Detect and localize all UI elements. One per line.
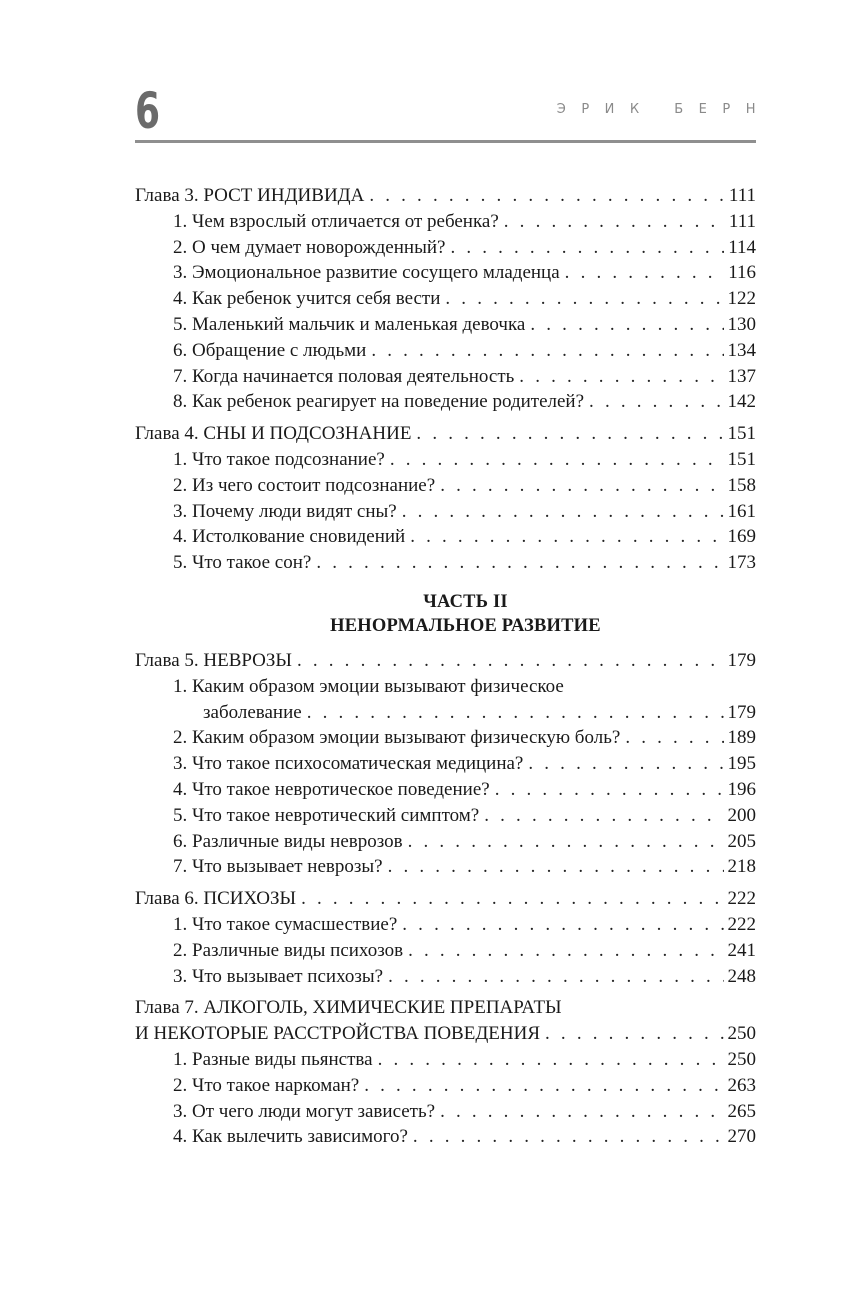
dot-leader — [388, 854, 724, 880]
dot-leader — [625, 725, 723, 751]
toc-section[interactable] — [135, 286, 756, 312]
section-title: 2. Каким образом эмоции вызывают физическую боль? — [173, 727, 621, 749]
page-ref: 218 — [727, 856, 756, 878]
page-ref: 179 — [727, 701, 756, 723]
page-ref: 111 — [728, 210, 756, 232]
page-ref: 130 — [727, 313, 756, 335]
toc-chapter-6[interactable] — [135, 886, 756, 912]
header-rule — [135, 140, 756, 143]
dot-leader — [364, 1073, 723, 1099]
page-ref: 179 — [727, 649, 756, 671]
page-ref: 195 — [727, 753, 756, 775]
toc-section[interactable] — [135, 777, 756, 803]
page-ref: 142 — [727, 391, 756, 413]
section-title: 6. Обращение с людьми — [173, 339, 367, 361]
page-ref: 134 — [727, 339, 756, 361]
section-title: 2. Различные виды психозов — [173, 939, 404, 961]
page-ref: 189 — [727, 727, 756, 749]
section-title: 1. Каким образом эмоции вызывают физическое — [173, 675, 564, 697]
toc-section[interactable] — [135, 829, 756, 855]
toc-section[interactable] — [135, 447, 756, 473]
page-ref: 111 — [728, 185, 756, 206]
toc-section-line[interactable] — [135, 674, 756, 700]
chapter-title-continued: И НЕКОТОРЫЕ РАССТРОЙСТВА ПОВЕДЕНИЯ — [135, 1023, 541, 1045]
section-title: 1. Чем взрослый отличается от ребенка? — [173, 210, 499, 232]
dot-leader — [530, 312, 723, 338]
dot-leader — [440, 1099, 723, 1125]
section-title: 2. О чем думает новорожденный? — [173, 236, 446, 258]
page-ref: 263 — [727, 1074, 756, 1096]
page-ref: 248 — [727, 965, 756, 987]
page-ref: 241 — [727, 939, 756, 961]
page-ref: 169 — [727, 526, 756, 548]
toc-section[interactable] — [135, 473, 756, 499]
section-title: 3. От чего люди могут зависеть? — [173, 1100, 436, 1122]
toc-chapter-5[interactable] — [135, 648, 756, 674]
toc-section-continued[interactable] — [135, 700, 756, 726]
toc-section[interactable] — [135, 389, 756, 415]
page-ref: 151 — [727, 423, 756, 445]
dot-leader — [410, 524, 723, 550]
section-title: 5. Маленький мальчик и маленькая девочка — [173, 313, 526, 335]
toc-section[interactable] — [135, 235, 756, 261]
chapter-title: Глава 7. АЛКОГОЛЬ, ХИМИЧЕСКИЕ ПРЕПАРАТЫ — [135, 997, 562, 1019]
page-ref: 265 — [727, 1100, 756, 1122]
toc-chapter-7[interactable] — [135, 1021, 756, 1047]
section-title: 5. Что такое сон? — [173, 552, 312, 574]
chapter-title: Глава 6. ПСИХОЗЫ — [135, 888, 297, 910]
section-title: 4. Истолкование сновидений — [173, 526, 406, 548]
dot-leader — [307, 700, 724, 726]
section-title: 2. Из чего состоит подсознание? — [173, 474, 436, 496]
dot-leader — [545, 1021, 723, 1047]
toc-chapter-4[interactable] — [135, 421, 756, 447]
page-ref: 161 — [727, 500, 756, 522]
running-head: ЭРИК БЕРН — [556, 102, 771, 117]
dot-leader — [450, 235, 724, 261]
chapter-title: Глава 4. СНЫ И ПОДСОЗНАНИЕ — [135, 423, 412, 445]
dot-leader — [297, 648, 724, 674]
dot-leader — [504, 209, 725, 235]
section-title: 2. Что такое наркоман? — [173, 1074, 360, 1096]
dot-leader — [369, 183, 725, 209]
dot-leader — [445, 286, 723, 312]
toc-section[interactable] — [135, 1047, 756, 1073]
section-title: 1. Что такое подсознание? — [173, 448, 385, 470]
section-title: 7. Когда начинается половая деятельность — [173, 365, 515, 387]
part-heading — [135, 590, 756, 638]
dot-leader — [301, 886, 723, 912]
toc-section[interactable] — [135, 1073, 756, 1099]
dot-leader — [371, 338, 723, 364]
section-title: 1. Разные виды пьянства — [173, 1048, 373, 1070]
toc-section[interactable] — [135, 912, 756, 938]
section-title: 4. Что такое невротическое поведение? — [173, 778, 490, 800]
toc-section[interactable] — [135, 550, 756, 576]
page-ref: 114 — [728, 236, 756, 258]
page-ref: 250 — [727, 1023, 756, 1045]
dot-leader — [402, 912, 723, 938]
toc-section[interactable] — [135, 751, 756, 777]
dot-leader — [408, 938, 723, 964]
page-ref: 222 — [727, 888, 756, 910]
section-title: 6. Различные виды неврозов — [173, 830, 403, 852]
dot-leader — [402, 499, 724, 525]
section-title: 3. Что такое психосоматическая медицина? — [173, 753, 524, 775]
toc-section[interactable] — [135, 854, 756, 880]
toc-section[interactable] — [135, 209, 756, 235]
section-title: 1. Что такое сумасшествие? — [173, 913, 398, 935]
part-label: ЧАСТЬ II — [423, 591, 508, 612]
page-ref: 173 — [727, 552, 756, 574]
section-title: 5. Что такое невротический симптом? — [173, 804, 480, 826]
page-header — [135, 82, 771, 142]
page-ref: 116 — [728, 262, 756, 284]
section-title: 4. Как ребенок учится себя вести — [173, 288, 441, 310]
toc-section[interactable] — [135, 312, 756, 338]
toc-section[interactable] — [135, 364, 756, 390]
page-ref: 222 — [727, 913, 756, 935]
dot-leader — [416, 421, 723, 447]
dot-leader — [378, 1047, 724, 1073]
page-number: 6 — [135, 82, 161, 140]
page-ref: 137 — [727, 365, 756, 387]
dot-leader — [390, 447, 724, 473]
dot-leader — [495, 777, 724, 803]
section-title: 7. Что вызывает неврозы? — [173, 856, 383, 878]
dot-leader — [408, 829, 724, 855]
page-ref: 158 — [727, 474, 756, 496]
dot-leader — [528, 751, 723, 777]
part-title: НЕНОРМАЛЬНОЕ РАЗВИТИЕ — [330, 615, 601, 636]
dot-leader — [589, 389, 723, 415]
dot-leader — [484, 803, 723, 829]
section-title: 4. Как вылечить зависимого? — [173, 1126, 408, 1148]
dot-leader — [519, 364, 723, 390]
toc-chapter-7-line[interactable] — [135, 995, 756, 1021]
page-ref: 270 — [727, 1126, 756, 1148]
dot-leader — [565, 260, 725, 286]
toc-section[interactable] — [135, 725, 756, 751]
chapter-title: Глава 3. РОСТ ИНДИВИДА — [135, 185, 365, 206]
toc-section[interactable] — [135, 524, 756, 550]
toc-chapter-3[interactable] — [135, 183, 756, 209]
dot-leader — [316, 550, 723, 576]
section-title: 3. Что вызывает психозы? — [173, 965, 384, 987]
dot-leader — [440, 473, 723, 499]
toc-section[interactable] — [135, 938, 756, 964]
section-title: 3. Почему люди видят сны? — [173, 500, 397, 522]
page-ref: 200 — [727, 804, 756, 826]
page-ref: 205 — [727, 830, 756, 852]
toc-section[interactable] — [135, 1099, 756, 1125]
toc-section[interactable] — [135, 338, 756, 364]
section-title: заболевание — [203, 701, 302, 723]
dot-leader — [413, 1124, 724, 1150]
toc-section[interactable] — [135, 260, 756, 286]
toc-section[interactable] — [135, 1124, 756, 1150]
page-ref: 151 — [727, 448, 756, 470]
section-title: 3. Эмоциональное развитие сосущего младенца — [173, 262, 560, 284]
page-ref: 250 — [727, 1048, 756, 1070]
section-title: 8. Как ребенок реагирует на поведение родителей? — [173, 391, 585, 413]
page-ref: 196 — [727, 778, 756, 800]
toc-section[interactable] — [135, 803, 756, 829]
page-ref: 122 — [727, 288, 756, 310]
table-of-contents — [135, 183, 756, 1150]
chapter-title: Глава 5. НЕВРОЗЫ — [135, 649, 292, 671]
dot-leader — [388, 964, 723, 990]
toc-section[interactable] — [135, 964, 756, 990]
toc-section[interactable] — [135, 499, 756, 525]
